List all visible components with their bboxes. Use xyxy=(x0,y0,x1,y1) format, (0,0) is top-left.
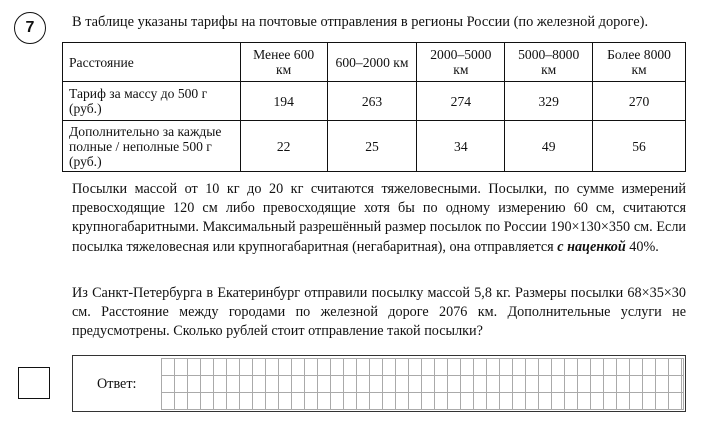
header-cell: Менее 600 км xyxy=(240,43,327,82)
task-intro: В таблице указаны тарифы на почтовые отправления в регионы России (по железной дороге). xyxy=(72,14,649,30)
table-row xyxy=(63,121,686,172)
table-cell: 329 xyxy=(505,82,593,121)
conditions-paragraph xyxy=(72,180,686,257)
header-cell: 5000–8000 км xyxy=(505,43,593,82)
header-cell: 2000–5000 км xyxy=(417,43,505,82)
table-cell: 34 xyxy=(417,121,505,172)
table-cell: 22 xyxy=(240,121,327,172)
problem-paragraph: Из Санкт-Петербурга в Екатеринбург отправили посылку массой 5,8 кг. Размеры посылки 68×35×30 см. Расстояние между городами по железной дороге 2076 км. Дополнительные услуги не предусмотрены. Сколько рублей стоит отправление такой посылки? xyxy=(72,285,686,340)
table-cell: 263 xyxy=(327,82,417,121)
table-cell: 25 xyxy=(327,121,417,172)
table-cell: 56 xyxy=(593,121,686,172)
answer-label: Ответ: xyxy=(97,376,137,392)
surcharge-percent: 40%. xyxy=(625,238,659,255)
answer-box xyxy=(72,355,686,412)
header-cell-distance: Расстояние xyxy=(63,43,241,82)
conditions-text: Посылки массой от 10 кг до 20 кг считаются тяжеловесными. Посылки, по сумме измерений превосходящие 120 см либо превосходящие хотя бы по одному измерению 60 см, считаются крупногабаритными. Максимальный разрешённый размер посылок по России 190×130×350 см. Если посылка тяжеловесная или крупногабаритная (негабаритная), она отправляется xyxy=(72,181,686,255)
row-label: Дополнительно за каждые полные / неполные 500 г (руб.) xyxy=(63,121,241,172)
row-label: Тариф за массу до 500 г (руб.) xyxy=(63,82,241,121)
table-header-row xyxy=(63,43,686,82)
surcharge-emphasis: с наценкой xyxy=(557,238,626,255)
table-row xyxy=(63,82,686,121)
table-cell: 194 xyxy=(240,82,327,121)
tariff-table xyxy=(62,42,686,172)
table-cell: 274 xyxy=(417,82,505,121)
header-cell: 600–2000 км xyxy=(327,43,417,82)
answer-grid-input[interactable] xyxy=(161,358,684,410)
table-cell: 49 xyxy=(505,121,593,172)
table-cell: 270 xyxy=(593,82,686,121)
score-box xyxy=(18,367,50,399)
header-cell: Более 8000 км xyxy=(593,43,686,82)
question-number: 7 xyxy=(14,12,46,44)
